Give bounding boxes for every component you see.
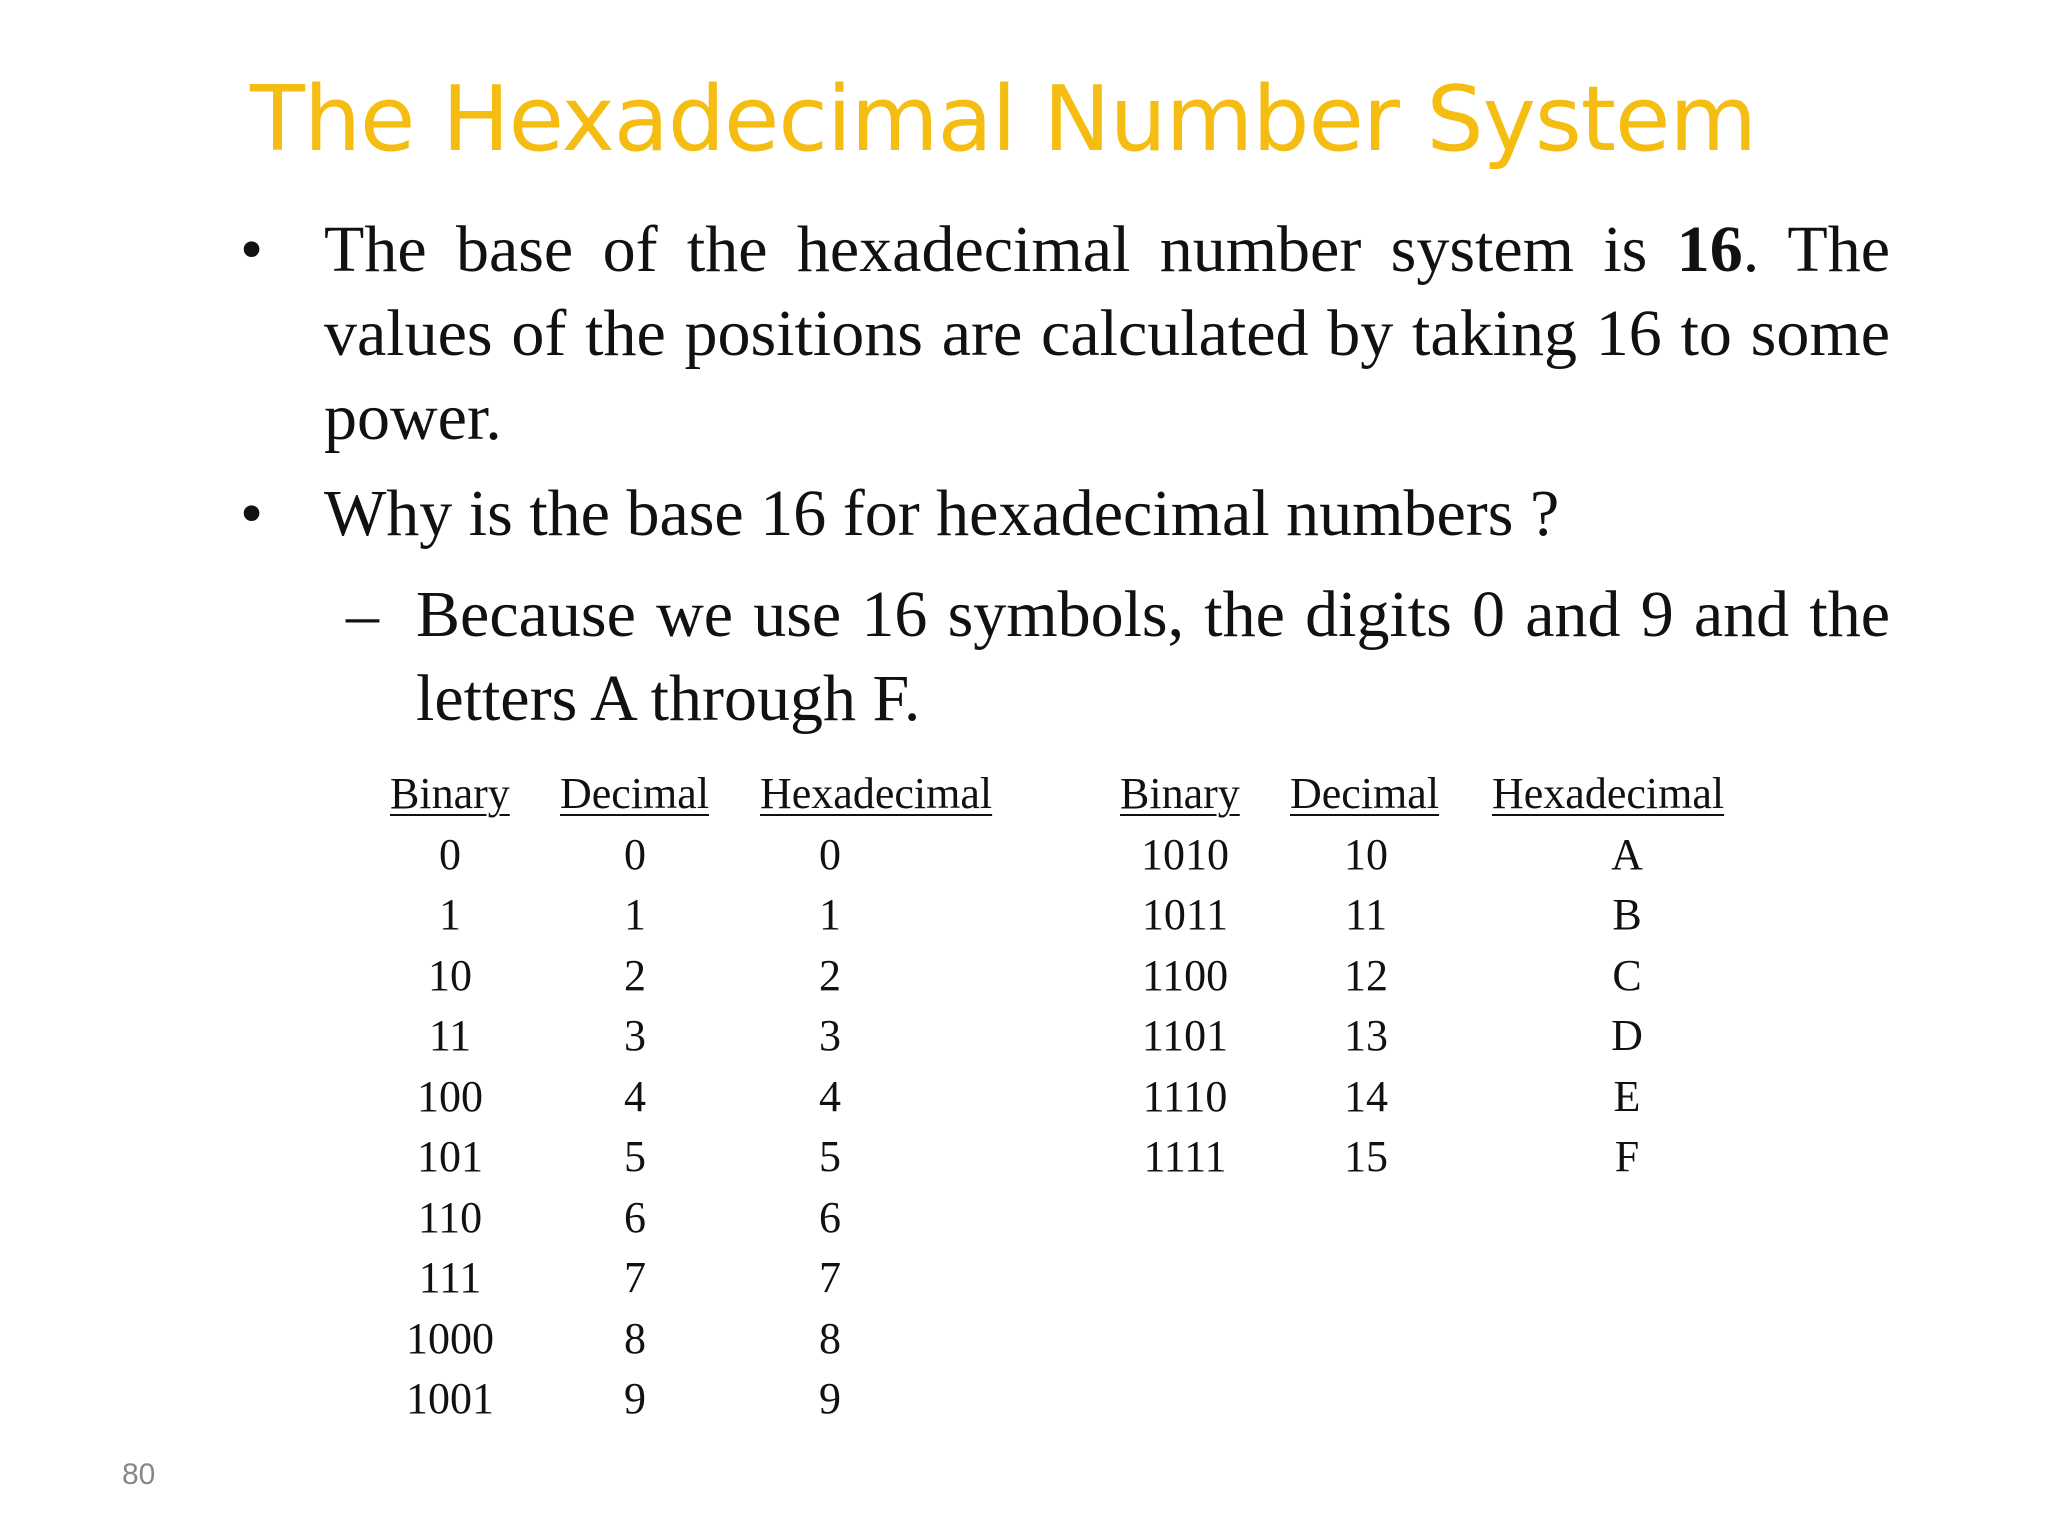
table-header-cell: Hexadecimal <box>1492 768 1725 818</box>
table-row <box>390 885 1000 946</box>
table-cell: 1 <box>819 890 841 940</box>
table-cell: 101 <box>417 1132 483 1182</box>
table-cell: 2 <box>624 950 646 1000</box>
table-cell: D <box>1611 1011 1643 1061</box>
table-cell: C <box>1612 950 1642 1000</box>
table-cell: 4 <box>819 1071 841 1121</box>
page-number: 80 <box>122 1458 156 1491</box>
table-cell: 4 <box>624 1071 646 1121</box>
bullet-text-bold: 16 <box>1676 213 1743 286</box>
table-cell: 1111 <box>1143 1132 1227 1182</box>
table-cell: E <box>1613 1071 1641 1121</box>
table-cell: 0 <box>439 829 461 879</box>
conversion-table-right <box>1120 762 1732 1187</box>
table-cell: 11 <box>428 1011 472 1061</box>
table-row <box>1120 1066 1732 1127</box>
table-row <box>390 945 1000 1006</box>
slide-title: The Hexadecimal Number System <box>250 67 1757 172</box>
table-row <box>390 1248 1000 1309</box>
table-cell: 8 <box>819 1313 841 1363</box>
table-cell: B <box>1612 890 1642 940</box>
table-row <box>390 1066 1000 1127</box>
table-cell: 3 <box>624 1011 646 1061</box>
table-row <box>390 1369 1000 1430</box>
table-row <box>390 1127 1000 1188</box>
table-cell: 9 <box>819 1374 841 1424</box>
bullet-item <box>240 208 1890 460</box>
table-cell: 6 <box>624 1192 646 1242</box>
table-row <box>1120 1006 1732 1067</box>
table-cell: 100 <box>417 1071 483 1121</box>
table-header-row <box>390 762 1000 824</box>
table-cell: 1 <box>624 890 646 940</box>
table-cell: 1010 <box>1141 829 1229 879</box>
table-cell: 12 <box>1344 950 1388 1000</box>
bullet-text-start: The base of the hexadecimal number system is <box>324 213 1677 286</box>
table-row <box>1120 885 1732 946</box>
table-header-cell: Binary <box>390 768 510 818</box>
table-cell: A <box>1611 829 1643 879</box>
table-header-cell: Binary <box>1120 768 1240 818</box>
table-row <box>390 1187 1000 1248</box>
table-cell: 1100 <box>1141 950 1229 1000</box>
table-cell: 0 <box>819 829 841 879</box>
table-cell: 10 <box>428 950 472 1000</box>
table-cell: 7 <box>624 1253 646 1303</box>
table-cell: 7 <box>819 1253 841 1303</box>
table-header-cell: Hexadecimal <box>760 768 993 818</box>
bullet-text-end: . The values of the positions are calculated by taking 16 to some power. <box>324 213 1890 454</box>
table-cell: 2 <box>819 950 841 1000</box>
table-cell: 14 <box>1344 1071 1388 1121</box>
table-cell: 11 <box>1344 890 1388 940</box>
table-header-cell: Decimal <box>1290 768 1440 818</box>
table-cell: 15 <box>1344 1132 1388 1182</box>
table-cell: 1001 <box>406 1374 494 1424</box>
table-cell: F <box>1614 1132 1640 1182</box>
table-cell: 1 <box>439 890 461 940</box>
sub-bullet-text: Because we use 16 symbols, the digits 0 and 9 and the letters A through F. <box>416 578 1890 735</box>
table-cell: 5 <box>624 1132 646 1182</box>
table-cell: 0 <box>624 829 646 879</box>
table-cell: 8 <box>624 1313 646 1363</box>
table-cell: 3 <box>819 1011 841 1061</box>
bullet-marker: • <box>240 213 264 286</box>
table-cell: 10 <box>1344 829 1388 879</box>
table-cell: 1110 <box>1142 1071 1228 1121</box>
table-row <box>390 1006 1000 1067</box>
bullet-text: Why is the base 16 for hexadecimal numbers ? <box>324 477 1560 550</box>
bullet-marker: • <box>240 477 264 550</box>
table-cell: 1000 <box>406 1313 494 1363</box>
table-cell: 9 <box>624 1374 646 1424</box>
table-row <box>1120 824 1732 885</box>
table-row <box>390 824 1000 885</box>
table-cell: 5 <box>819 1132 841 1182</box>
table-cell: 1101 <box>1141 1011 1229 1061</box>
table-cell: 1011 <box>1141 890 1229 940</box>
table-header-cell: Decimal <box>560 768 710 818</box>
sub-bullet-item <box>346 573 1890 741</box>
table-cell: 6 <box>819 1192 841 1242</box>
sub-bullet-marker: – <box>346 578 379 651</box>
bullet-item <box>240 472 1890 556</box>
table-row <box>1120 1127 1732 1188</box>
table-cell: 111 <box>418 1253 482 1303</box>
table-row <box>390 1308 1000 1369</box>
conversion-table-left <box>390 762 1000 1429</box>
bullet-text <box>324 208 1890 460</box>
table-cell: 110 <box>417 1192 483 1242</box>
table-header-row <box>1120 762 1732 824</box>
table-cell: 13 <box>1344 1011 1388 1061</box>
table-row <box>1120 945 1732 1006</box>
